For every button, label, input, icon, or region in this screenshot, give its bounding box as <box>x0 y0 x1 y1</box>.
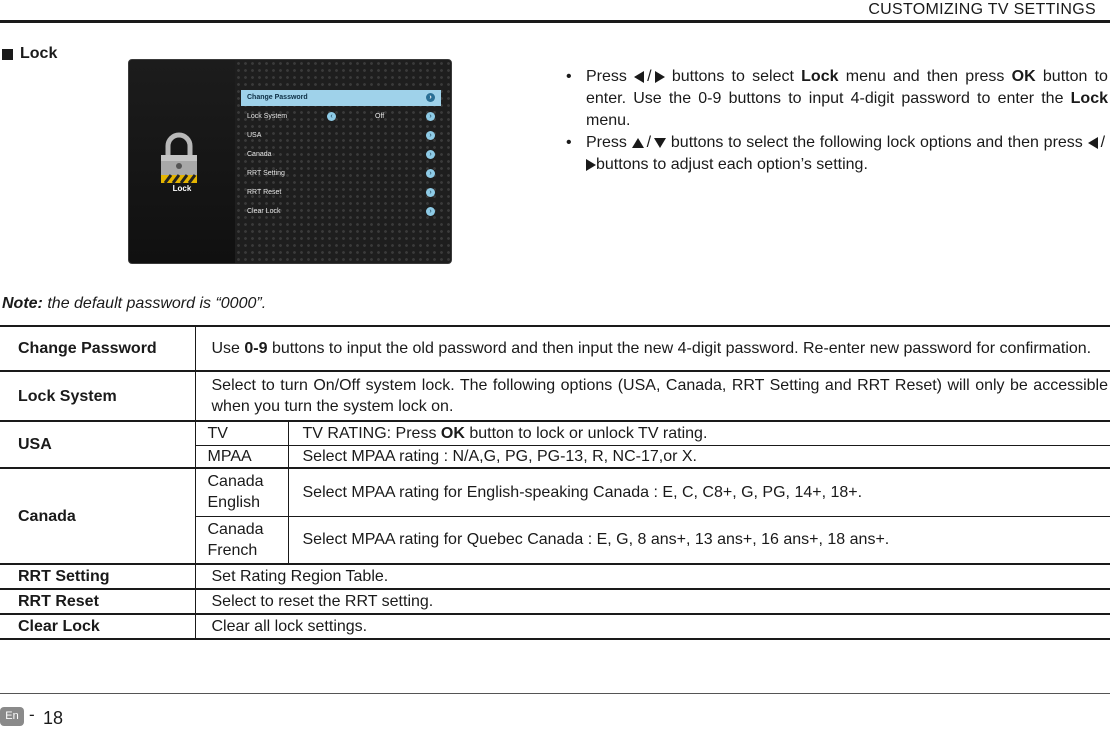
right-arrow-icon <box>655 71 665 83</box>
sub-option-label <box>195 468 288 516</box>
instruction-text: menu. <box>586 112 631 130</box>
tv-menu-list <box>241 90 441 223</box>
desc-text: Use <box>211 340 240 357</box>
tv-menu-item-lock-system[interactable] <box>241 109 441 128</box>
option-description: Select to reset the RRT setting. <box>195 589 1110 614</box>
section-heading-text: Lock <box>20 45 58 62</box>
instruction-bold: OK <box>1011 68 1036 86</box>
desc-bold: OK <box>440 424 465 442</box>
option-name: Clear Lock <box>0 614 195 639</box>
left-arrow-icon <box>634 71 644 83</box>
tv-menu-item-value: Off <box>375 113 385 120</box>
instruction-text: buttons to select the following lock options and then press <box>670 134 1083 152</box>
tv-menu-item-label: Lock System <box>247 113 288 120</box>
bullet: • <box>566 134 572 152</box>
sub-label-line: Canada <box>207 520 264 538</box>
table-row <box>0 589 1110 614</box>
chevron-right-icon[interactable]: › <box>426 112 435 121</box>
header-rule <box>0 20 1110 23</box>
instruction-text: menu and then press <box>845 68 1005 86</box>
tv-menu-item-label: Canada <box>247 151 272 158</box>
chevron-right-icon: › <box>426 150 435 159</box>
note-label: Note: <box>2 295 43 312</box>
table-row <box>0 564 1110 589</box>
option-name: Lock System <box>0 371 195 421</box>
header-title: CUSTOMIZING TV SETTINGS <box>868 1 1096 18</box>
sub-option-description: Select MPAA rating : N/A,G, PG, PG-13, R, NC-17,or X. <box>288 445 1110 468</box>
tv-lock-label: Lock <box>172 184 192 193</box>
sub-option-label: TV <box>195 421 288 445</box>
instruction-text: button to enter. Use the 0-9 buttons to input 4-digit password to enter the <box>586 68 1108 108</box>
tv-menu-item-rrt-reset[interactable] <box>241 185 441 204</box>
sub-label-line: French <box>207 541 258 559</box>
option-description: Select to turn On/Off system lock. The following options (USA, Canada, RRT Setting and RRT Reset) will only be accessible when you turn the system lock on. <box>195 371 1110 421</box>
table-row <box>0 371 1110 421</box>
language-badge: En <box>0 707 24 726</box>
slash-icon: / <box>1100 134 1106 152</box>
section-heading <box>2 45 57 63</box>
bullet: • <box>566 68 572 85</box>
down-arrow-icon <box>654 138 666 148</box>
option-name: Canada <box>0 468 195 564</box>
chevron-right-icon: › <box>426 188 435 197</box>
footer-rule <box>0 693 1110 694</box>
option-description: Clear all lock settings. <box>195 614 1110 639</box>
up-arrow-icon <box>632 138 644 148</box>
sub-label-line: Canada <box>207 473 264 491</box>
chevron-left-icon[interactable]: ‹ <box>327 112 336 121</box>
tv-menu-screenshot <box>128 59 452 264</box>
option-description: Set Rating Region Table. <box>195 564 1110 589</box>
square-bullet-icon <box>2 49 13 60</box>
page-dash: - <box>29 705 35 724</box>
slash-icon: / <box>647 68 652 85</box>
note-text: the default password is “0000”. <box>47 295 267 312</box>
chevron-right-icon: › <box>426 169 435 178</box>
tv-menu-item-label: USA <box>247 132 262 139</box>
instruction-item <box>564 66 1108 132</box>
table-row <box>0 468 1110 516</box>
table-row <box>0 326 1110 371</box>
instruction-bold: Lock <box>1070 90 1108 108</box>
tv-menu-item-canada[interactable] <box>241 147 441 166</box>
instruction-bold: Lock <box>801 68 839 86</box>
instruction-text: Press <box>586 68 627 86</box>
chevron-right-icon: › <box>426 131 435 140</box>
padlock-icon <box>157 130 201 186</box>
tv-menu-item-rrt-setting[interactable] <box>241 166 441 185</box>
instruction-text: buttons to adjust each option’s setting. <box>596 156 868 174</box>
tv-menu-item-label: RRT Setting <box>247 170 285 177</box>
sub-option-description: Select MPAA rating for Quebec Canada : E, G, 8 ans+, 13 ans+, 16 ans+, 18 ans+. <box>288 516 1110 564</box>
sub-option-description <box>288 421 1110 445</box>
sub-option-description: Select MPAA rating for English-speaking Canada : E, C, C8+, G, PG, 14+, 18+. <box>288 468 1110 516</box>
page-number: 18 <box>43 708 64 728</box>
tv-left-panel <box>129 60 235 263</box>
desc-text: buttons to input the old password and then input the new 4-digit password. Re-enter new password for confirmation. <box>271 340 1092 357</box>
instruction-item <box>564 132 1108 176</box>
option-name: Change Password <box>0 326 195 371</box>
lock-options-table <box>0 325 1110 640</box>
option-name: RRT Reset <box>0 589 195 614</box>
instruction-text: Press <box>586 134 627 152</box>
chevron-right-icon: › <box>426 207 435 216</box>
option-name: USA <box>0 421 195 468</box>
table-row <box>0 421 1110 445</box>
note <box>2 295 266 313</box>
right-arrow-icon <box>586 159 596 171</box>
tv-menu-item-label: Clear Lock <box>247 208 281 215</box>
chevron-right-icon: › <box>426 93 435 102</box>
instructions <box>564 66 1108 176</box>
tv-menu-item-clear-lock[interactable] <box>241 204 441 223</box>
tv-menu-item-usa[interactable] <box>241 128 441 147</box>
table-row <box>0 614 1110 639</box>
sub-option-label <box>195 516 288 564</box>
left-arrow-icon <box>1088 137 1098 149</box>
option-name: RRT Setting <box>0 564 195 589</box>
instruction-text: buttons to select <box>671 68 794 86</box>
sub-label-line: English <box>207 494 260 512</box>
option-description <box>195 326 1110 371</box>
tv-menu-item-label: RRT Reset <box>247 189 282 196</box>
sub-option-label: MPAA <box>195 445 288 468</box>
tv-menu-item-label: Change Password <box>247 94 308 101</box>
desc-bold: 0-9 <box>244 340 268 357</box>
tv-menu-item-change-password[interactable] <box>241 90 441 106</box>
desc-text: TV RATING: Press <box>302 424 437 442</box>
slash-icon: / <box>646 134 652 152</box>
desc-text: button to lock or unlock TV rating. <box>469 424 708 442</box>
